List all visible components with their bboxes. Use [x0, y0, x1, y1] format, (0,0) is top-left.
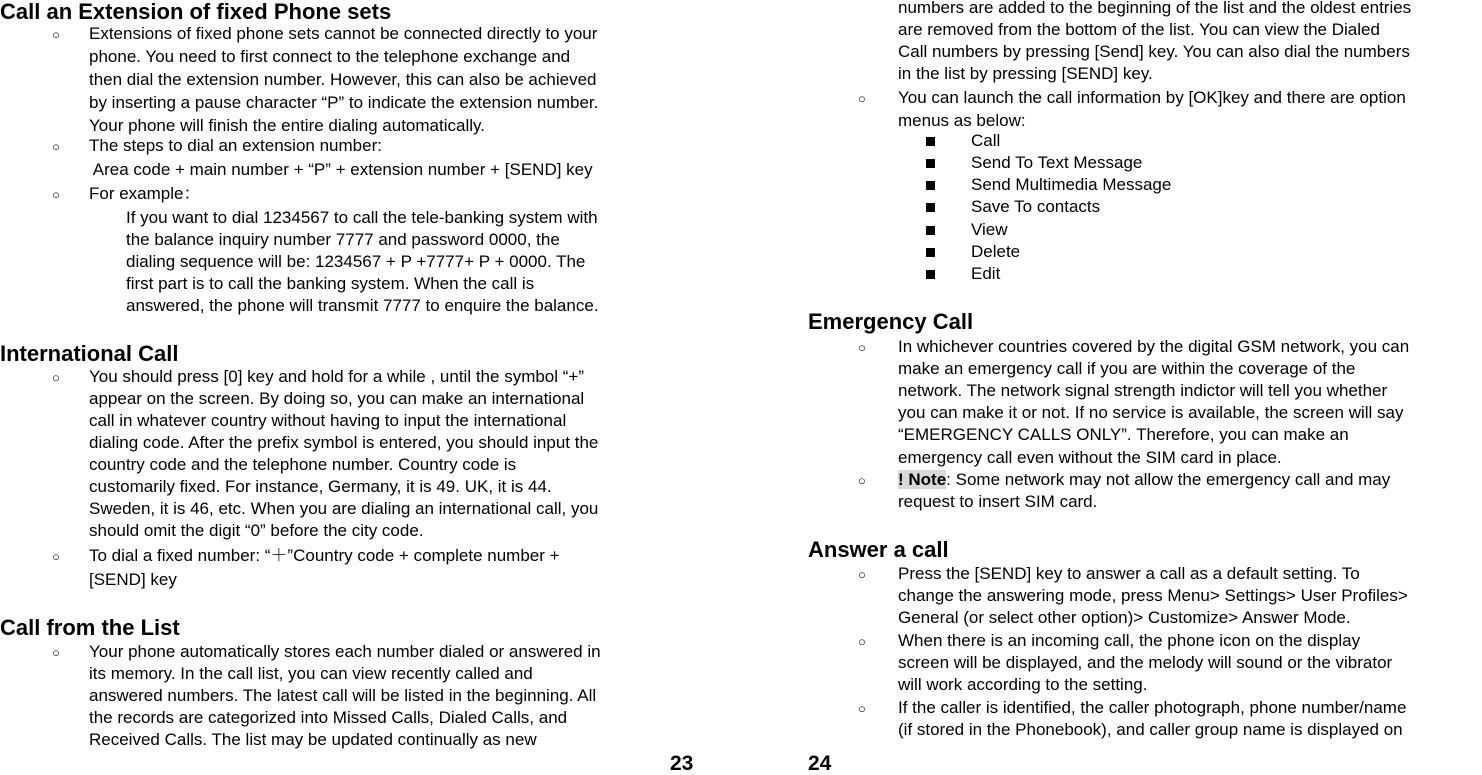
option-item: Send Multimedia Message [971, 175, 1172, 194]
square-bullet-icon [926, 181, 935, 190]
option-item: Edit [971, 264, 1001, 283]
square-bullet-icon [926, 226, 935, 235]
bullet-icon: ○ [858, 340, 866, 355]
option-item: Send To Text Message [971, 153, 1143, 172]
heading-call-from-list: Call from the List [0, 615, 180, 640]
bullet-icon: ○ [858, 91, 866, 106]
square-bullet-icon [926, 159, 935, 168]
bullet-icon: ○ [858, 634, 866, 649]
heading-call-extension: Call an Extension of fixed Phone sets [0, 0, 392, 24]
bullet-icon: ○ [52, 27, 60, 42]
bullet-icon: ○ [52, 187, 60, 202]
bullet-icon: ○ [858, 473, 866, 488]
page-number: 24 [808, 752, 832, 775]
square-bullet-icon [926, 203, 935, 212]
heading-international-call: International Call [0, 341, 179, 366]
option-item: Save To contacts [971, 197, 1101, 216]
square-bullet-icon [926, 270, 935, 279]
bullet-icon: ○ [52, 549, 60, 564]
heading-emergency-call: Emergency Call [808, 309, 974, 334]
square-bullet-icon [926, 137, 935, 146]
bullet-icon: ○ [52, 370, 60, 385]
note-label: ! Note [898, 470, 947, 489]
bullet-icon: ○ [858, 567, 866, 582]
bullet-icon: ○ [52, 139, 60, 154]
option-item: Call [971, 131, 1001, 150]
square-bullet-icon [926, 248, 935, 257]
option-item: Delete [971, 242, 1021, 261]
bullet-icon: ○ [52, 645, 60, 660]
bullet-icon: ○ [858, 701, 866, 716]
heading-answer-a-call: Answer a call [808, 537, 949, 562]
option-item: View [971, 220, 1008, 239]
page-number: 23 [670, 752, 694, 775]
